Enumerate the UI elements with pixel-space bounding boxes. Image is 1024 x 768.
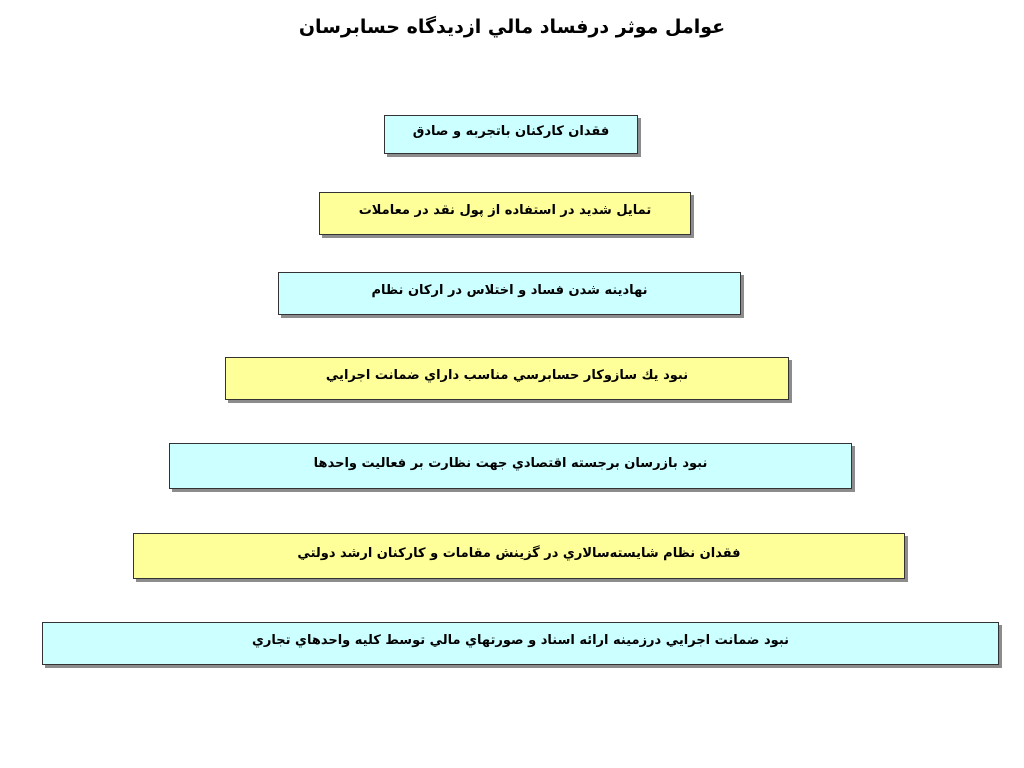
factor-label-3: نهادينه شدن فساد و اختلاس در ارکان نظام	[371, 283, 648, 298]
factor-box-5	[169, 443, 852, 489]
factor-box-4	[225, 357, 789, 400]
factor-box-2	[319, 192, 691, 235]
factor-box-6	[133, 533, 905, 579]
factor-box-7	[42, 622, 999, 665]
factor-box-1	[384, 115, 638, 154]
factor-label-7: نبود ضمانت اجرايي درزمينه ارائه اسناد و صورتهاي مالي توسط کليه واحدهاي تجاري	[251, 633, 790, 648]
factor-label-2: تمايل شديد در استفاده از پول نقد در معاملات	[358, 203, 652, 218]
factor-label-1: فقدان کارکنان باتجربه و صادق	[412, 124, 610, 139]
factor-label-4: نبود يك سازوکار حسابرسي مناسب داراي ضمانت اجرايي	[325, 368, 689, 383]
factor-label-5: نبود بازرسان برجسته اقتصادي جهت نظارت بر فعاليت واحدها	[313, 455, 708, 471]
factor-box-3	[278, 272, 741, 315]
diagram-title: عوامل موثر درفساد مالي ازديدگاه حسابرسان	[298, 16, 726, 38]
factor-label-6: فقدان نظام شايسته‌سالاري در گزينش مقامات و کارکنان ارشد دولتي	[297, 545, 741, 561]
